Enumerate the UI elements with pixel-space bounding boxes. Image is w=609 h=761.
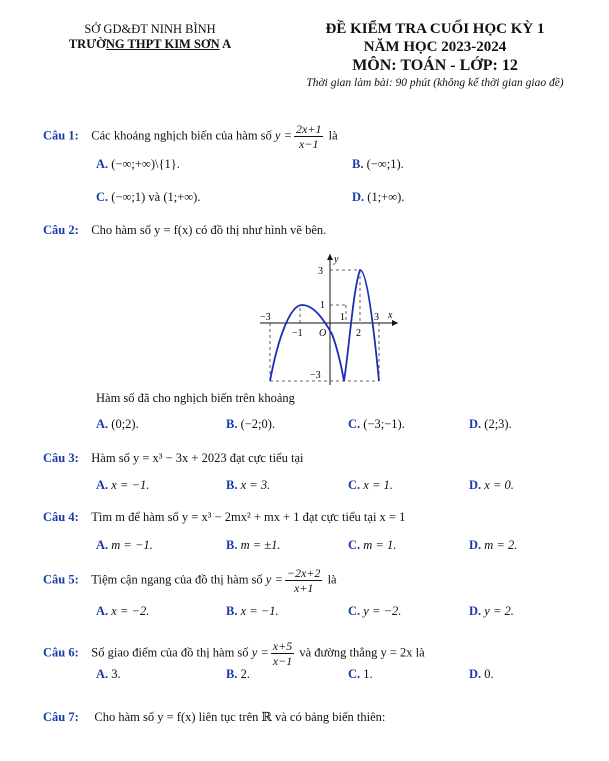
option-text: y = 2. bbox=[484, 604, 514, 618]
tick-label-y3: 3 bbox=[318, 266, 323, 277]
tick-label-x2: 2 bbox=[356, 328, 361, 339]
option-text: (−∞;1) và (1;+∞). bbox=[111, 190, 201, 204]
option-label: A. bbox=[96, 538, 109, 552]
option-label: C. bbox=[348, 538, 361, 552]
option-b[interactable] bbox=[226, 667, 250, 682]
option-text: m = −1. bbox=[111, 538, 153, 552]
question-2 bbox=[43, 222, 326, 238]
option-text: x = 3. bbox=[240, 478, 271, 492]
option-text: (−∞;+∞)\{1}. bbox=[111, 157, 180, 171]
option-c[interactable] bbox=[348, 538, 396, 553]
option-label: B. bbox=[226, 538, 238, 552]
question-4 bbox=[43, 509, 405, 525]
question-text: Tìm m để hàm số y = x³ − 2mx² + mx + 1 đạt cực tiểu tại x = 1 bbox=[91, 510, 406, 524]
question-number: Câu 5: bbox=[43, 572, 79, 587]
origin-label: O bbox=[319, 328, 327, 339]
function-curve bbox=[270, 270, 379, 381]
option-text: (−3;−1). bbox=[363, 417, 405, 431]
option-text: 3. bbox=[111, 667, 121, 681]
question-text: Cho hàm số y = f(x) liên tục trên ℝ và có bảng biến thiên: bbox=[94, 710, 386, 724]
question-text: Cho hàm số y = f(x) có đồ thị như hình vẽ bên. bbox=[91, 223, 327, 237]
option-c[interactable] bbox=[348, 417, 405, 432]
question-text: Hàm số y = x³ − 3x + 2023 đạt cực tiểu tại bbox=[91, 451, 304, 465]
option-label: D. bbox=[469, 604, 482, 618]
option-d[interactable] bbox=[469, 604, 514, 619]
option-text: x = 1. bbox=[363, 478, 393, 492]
option-label: A. bbox=[96, 667, 109, 681]
option-label: C. bbox=[348, 604, 361, 618]
option-label: C. bbox=[348, 417, 361, 431]
question-text: Số giao điểm của đồ thị hàm số bbox=[91, 645, 249, 660]
option-d[interactable] bbox=[469, 417, 512, 432]
option-text: (−2;0). bbox=[240, 417, 276, 431]
school-name-part: TRƯỜ bbox=[68, 37, 106, 51]
question-3 bbox=[43, 450, 303, 466]
question-7 bbox=[43, 709, 385, 725]
option-c[interactable] bbox=[348, 667, 373, 682]
fraction-numerator: 2x+1 bbox=[296, 122, 322, 136]
question-tail: là bbox=[328, 128, 338, 143]
question-5 bbox=[43, 566, 337, 595]
option-a[interactable] bbox=[96, 604, 149, 619]
question-number: Câu 4: bbox=[43, 510, 79, 524]
option-label: B. bbox=[226, 667, 238, 681]
fraction-denominator: x−1 bbox=[272, 654, 293, 668]
y-axis-arrow bbox=[327, 254, 333, 260]
option-text: 1. bbox=[363, 667, 373, 681]
fraction bbox=[271, 639, 294, 668]
option-b[interactable] bbox=[226, 538, 281, 553]
guide-lines bbox=[270, 270, 379, 381]
option-text: 0. bbox=[484, 667, 494, 681]
option-text: x = 0. bbox=[484, 478, 514, 492]
question-number: Câu 1: bbox=[43, 128, 79, 143]
tick-label-xm1: −1 bbox=[292, 328, 303, 339]
option-text: x = −1. bbox=[240, 604, 279, 618]
dept-name: SỞ GD&ĐT NINH BÌNH bbox=[84, 22, 216, 36]
school-name-underlined: NG THPT KIM SƠN bbox=[105, 37, 220, 51]
fraction-numerator: −2x+2 bbox=[286, 566, 321, 580]
option-label: B. bbox=[352, 157, 364, 171]
fraction-denominator: x−1 bbox=[299, 137, 319, 151]
subject: MÔN: TOÁN - LỚP: 12 bbox=[352, 57, 518, 74]
question-number: Câu 7: bbox=[43, 710, 79, 724]
option-label: C. bbox=[348, 478, 361, 492]
option-text: y = −2. bbox=[363, 604, 402, 618]
option-label: C. bbox=[348, 667, 361, 681]
option-text: (0;2). bbox=[111, 417, 139, 431]
question-1 bbox=[43, 122, 338, 151]
exam-duration: Thời gian làm bài: 90 phút (không kể thời gian giao đề) bbox=[306, 77, 564, 89]
question-6 bbox=[43, 639, 425, 668]
fraction bbox=[294, 122, 323, 151]
tick-label-y1: 1 bbox=[320, 300, 325, 311]
option-d[interactable] bbox=[469, 667, 494, 682]
fraction bbox=[285, 566, 323, 595]
option-text: x = −2. bbox=[111, 604, 150, 618]
formula-lhs: y = bbox=[265, 572, 283, 587]
school-header bbox=[40, 22, 260, 52]
x-axis-label: x bbox=[388, 310, 393, 321]
option-label: A. bbox=[96, 157, 109, 171]
option-text: (1;+∞). bbox=[367, 190, 405, 204]
option-label: A. bbox=[96, 417, 109, 431]
option-b[interactable] bbox=[226, 417, 275, 432]
option-d[interactable] bbox=[469, 538, 517, 553]
school-name-part: A bbox=[219, 37, 232, 51]
formula-lhs: y = bbox=[274, 128, 293, 143]
option-b[interactable] bbox=[352, 157, 404, 172]
question-2-prompt: Hàm số đã cho nghịch biến trên khoảng bbox=[96, 391, 295, 405]
option-label: A. bbox=[96, 478, 109, 492]
school-year: NĂM HỌC 2023-2024 bbox=[363, 39, 507, 55]
option-label: D. bbox=[469, 478, 482, 492]
function-graph bbox=[250, 250, 400, 390]
option-text: (2;3). bbox=[484, 417, 512, 431]
option-label: B. bbox=[226, 417, 238, 431]
option-b[interactable] bbox=[226, 478, 270, 493]
option-d[interactable] bbox=[352, 190, 404, 205]
formula-lhs: y = bbox=[251, 645, 269, 660]
tick-label-x1: 1 bbox=[340, 312, 345, 323]
question-number: Câu 6: bbox=[43, 645, 79, 660]
option-a[interactable] bbox=[96, 417, 139, 432]
option-label: A. bbox=[96, 604, 109, 618]
exam-title: ĐỀ KIỂM TRA CUỐI HỌC KỲ 1 bbox=[325, 21, 545, 37]
option-text: x = −1. bbox=[111, 478, 150, 492]
option-b[interactable] bbox=[226, 604, 279, 619]
option-label: D. bbox=[469, 538, 482, 552]
option-a[interactable] bbox=[96, 157, 180, 172]
option-text: (−∞;1). bbox=[366, 157, 404, 171]
option-label: B. bbox=[226, 478, 238, 492]
question-text: Tiệm cận ngang của đồ thị hàm số bbox=[91, 572, 263, 587]
option-label: D. bbox=[352, 190, 365, 204]
x-axis-arrow bbox=[392, 320, 398, 326]
y-axis-label: y bbox=[334, 254, 339, 265]
fraction-denominator: x+1 bbox=[293, 581, 314, 595]
option-label: B. bbox=[226, 604, 238, 618]
exam-title-block bbox=[285, 20, 585, 76]
option-text: m = 2. bbox=[484, 538, 518, 552]
option-a[interactable] bbox=[96, 538, 153, 553]
question-tail: và đường thẳng y = 2x là bbox=[299, 645, 425, 660]
school-name bbox=[40, 37, 260, 52]
question-tail: là bbox=[327, 572, 337, 587]
option-d[interactable] bbox=[469, 478, 514, 493]
option-c[interactable] bbox=[348, 604, 401, 619]
option-a[interactable] bbox=[96, 667, 121, 682]
tick-label-ym3: −3 bbox=[310, 370, 321, 381]
fraction-numerator: x+5 bbox=[272, 639, 293, 653]
option-c[interactable] bbox=[96, 190, 200, 205]
option-text: m = 1. bbox=[363, 538, 397, 552]
option-label: D. bbox=[469, 667, 482, 681]
option-a[interactable] bbox=[96, 478, 149, 493]
question-text: Các khoảng nghịch biến của hàm số bbox=[91, 128, 272, 143]
question-number: Câu 2: bbox=[43, 223, 79, 237]
option-label: C. bbox=[96, 190, 109, 204]
option-label: D. bbox=[469, 417, 482, 431]
option-text: m = ±1. bbox=[240, 538, 281, 552]
option-c[interactable] bbox=[348, 478, 393, 493]
question-number: Câu 3: bbox=[43, 451, 79, 465]
option-text: 2. bbox=[240, 667, 250, 681]
tick-label-x3: 3 bbox=[374, 312, 379, 323]
tick-label-xm3: −3 bbox=[260, 312, 271, 323]
